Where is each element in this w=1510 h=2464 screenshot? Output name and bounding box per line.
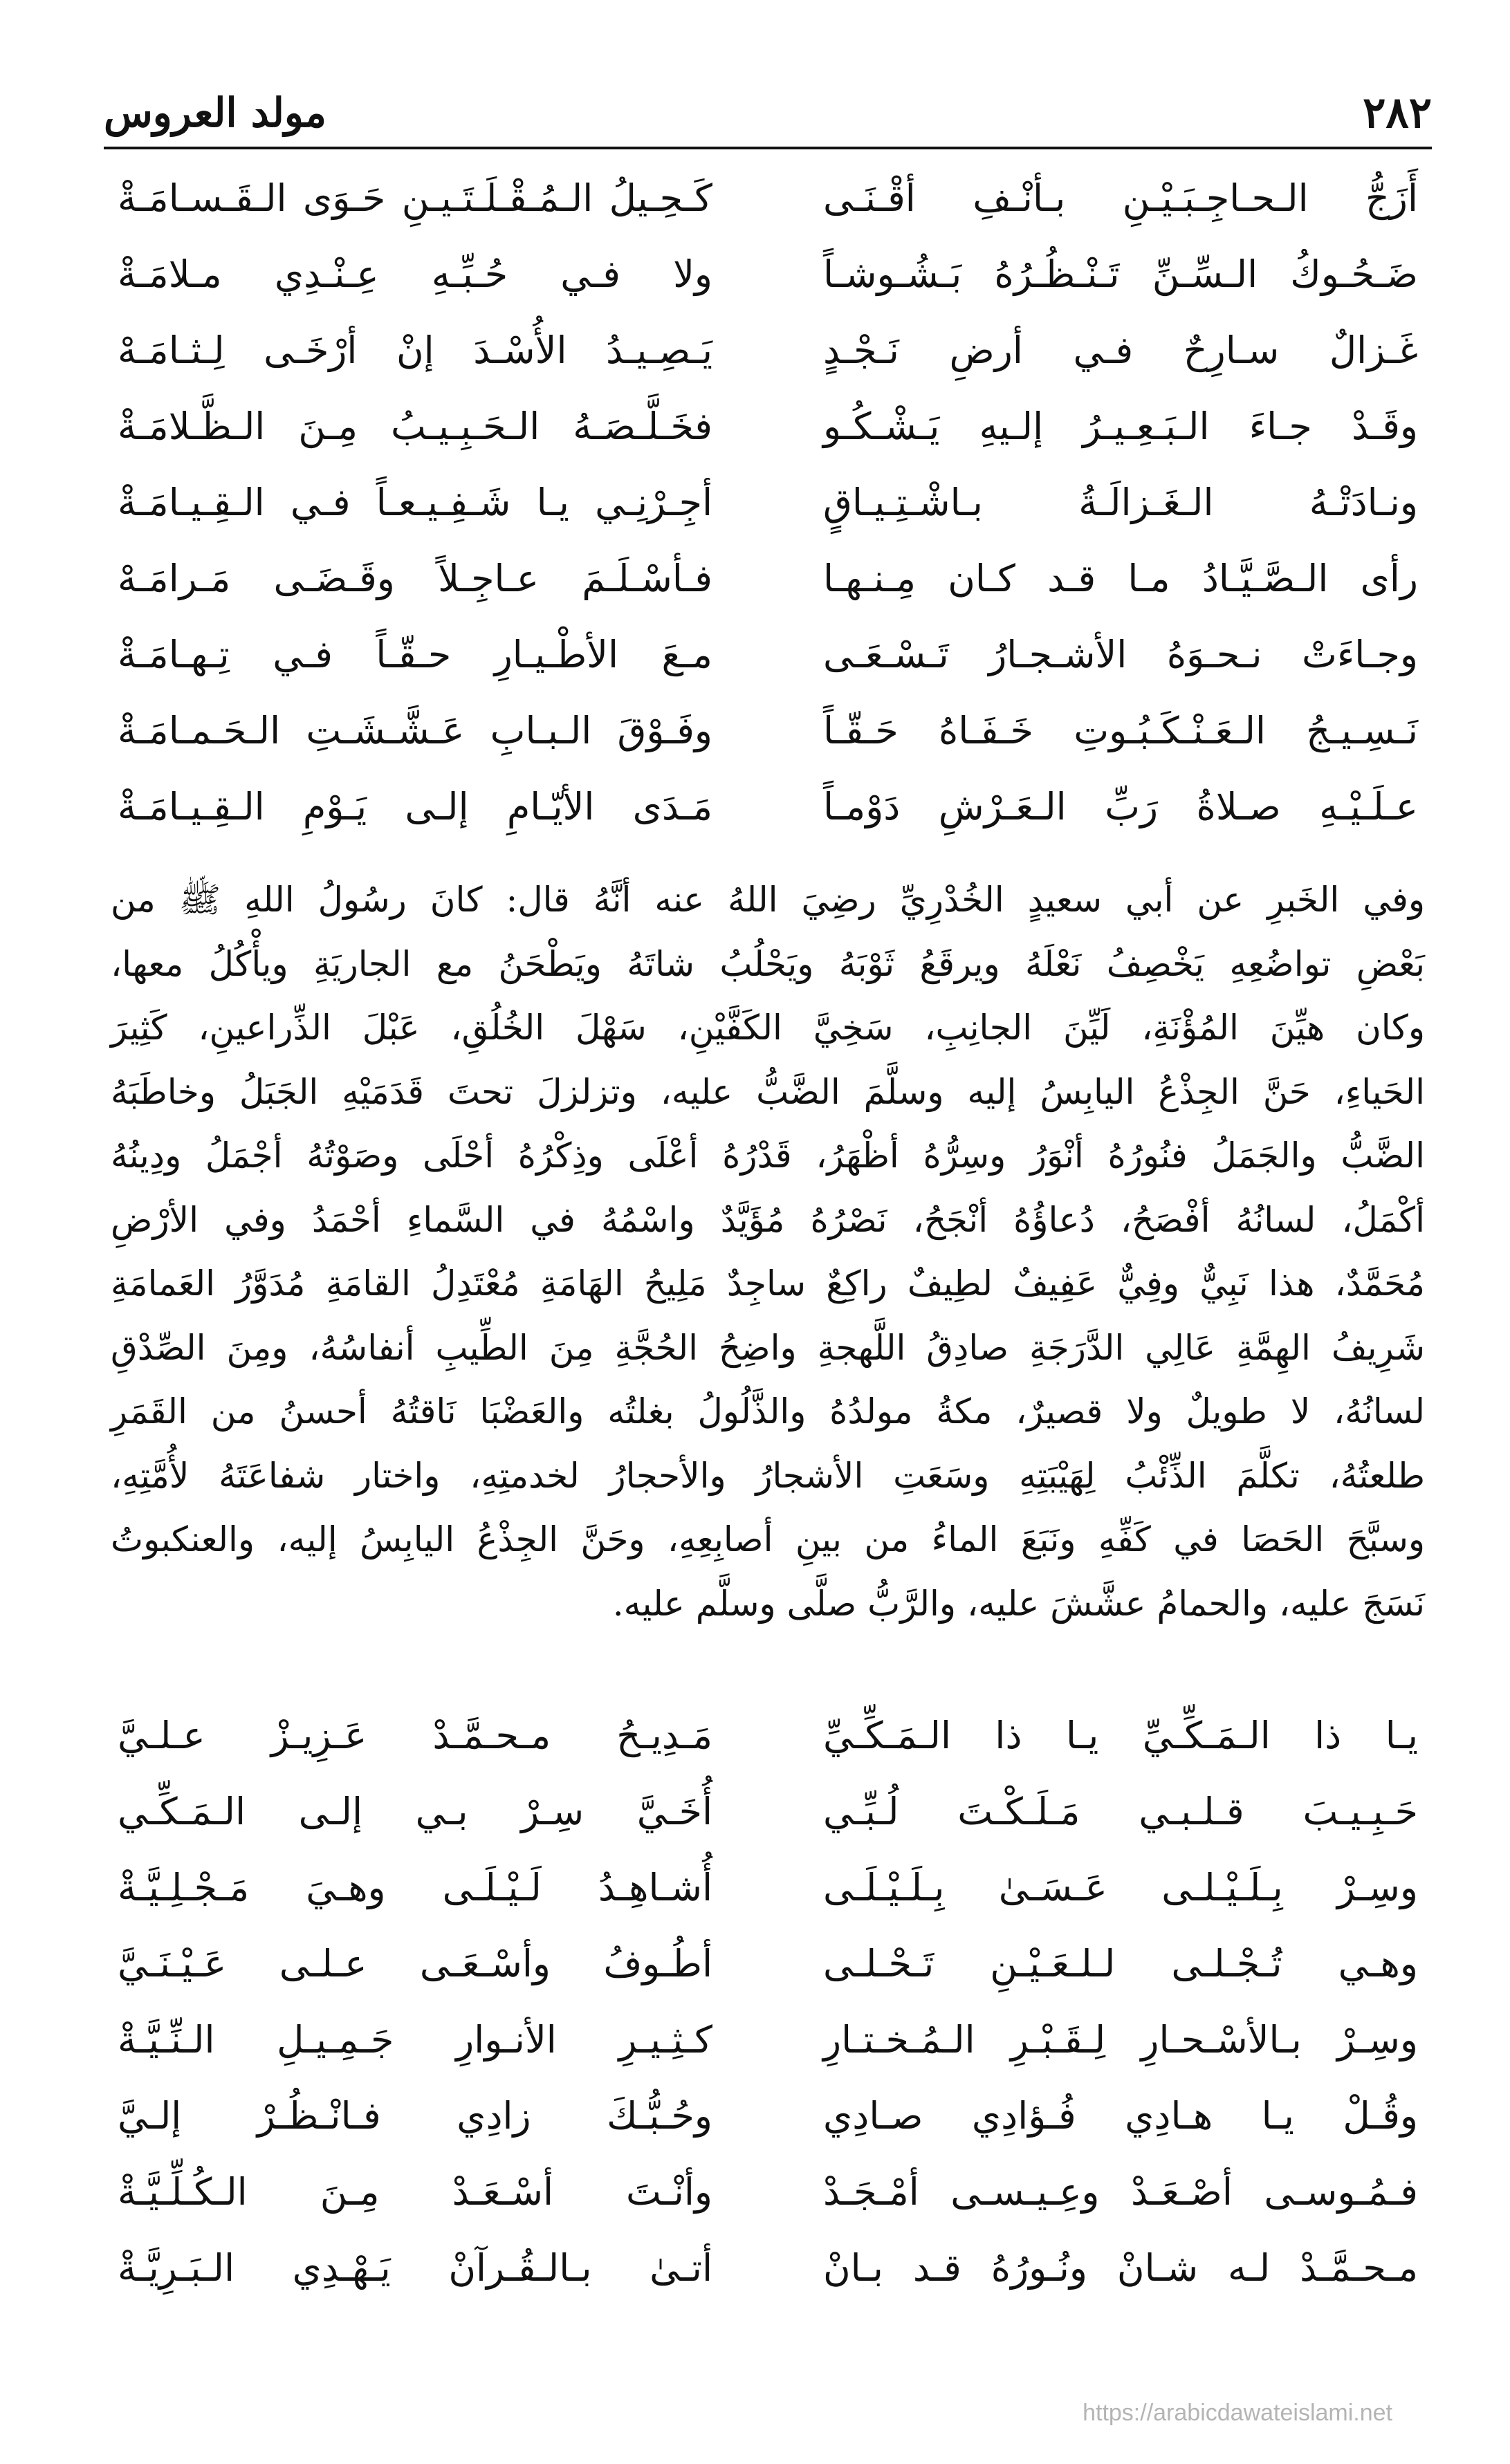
verse-first-hemistich: غَـزالٌ سـارِحٌ فـي أرضِ نَـجْـدٍ — [823, 328, 1418, 372]
prose-line: وفي الخَبرِ عن أبي سعيدٍ الخُدْرِيِّ رضِيَ اللهُ عنه أنَّهُ قال: كانَ رسُولُ اللهِ ﷺ من — [111, 880, 1425, 920]
prose-line: شَرِيفُ الهِمَّةِ عَالِي الدَّرَجَةِ صادِقُ اللَّهجةِ واضِحُ الحُجَّةِ مِنَ الطِّيبِ أنفاسُهُ، ومِنَ الصِّدْقِ — [111, 1327, 1425, 1368]
verse-line — [118, 313, 1418, 389]
verse-line — [118, 541, 1418, 617]
verse-second-hemistich: ولا فـي حُـبِّـهِ عِـنْـدِي مـلامَـةْ — [118, 252, 712, 296]
verse-second-hemistich: كَـحِـيلُ الـمُـقْـلَـتَـيـنِ حَـوَى الـقَـسـامَـةْ — [118, 176, 712, 220]
verse-first-hemistich: نَـسِـيـجُ الـعَـنْـكَـبُـوتِ خَـفَـاهُ حَـقّـاً — [823, 709, 1418, 752]
prose-line: نَسَجَ عليه، والحمامُ عشَّشَ عليه، والرَّبُّ صلَّى وسلَّم عليه. — [612, 1583, 1425, 1624]
verse-second-hemistich: مـعَ الأطْـيـارِ حـقّـاً فـي تِـهـامَـةْ — [118, 633, 712, 676]
verse-second-hemistich: كـثِـيـرِ الأنـوارِ جَـمِـيـلِ الـنِّـيَّـةْ — [118, 2018, 712, 2062]
verse-first-hemistich: أَزَجُّ الـحـاجِـبَـيْـنِ بـأنْـفِ أقْـنَـى — [823, 176, 1418, 220]
verse-line — [118, 2230, 1418, 2306]
verse-second-hemistich: يَـصِـيـدُ الأُسْـدَ إنْ أرْخَـى لِـثـامَـهْ — [118, 328, 712, 372]
prose-line: الحَياءِ، حَنَّ الجِذْعُ اليابِسُ إليه وسلَّمَ الضَّبُّ عليه، وتزلزلَ تحتَ قَدَمَيْهِ الجَبَلُ وخاطَبَهُ — [111, 1071, 1425, 1112]
verse-second-hemistich: أُشـاهِـدُ لَـيْـلَـى وهـيَ مَـجْـلِـيَّـةْ — [118, 1866, 712, 1909]
prose-line: الضَّبُّ والجَمَلُ فنُورُهُ أنْوَرُ وسِرُّهُ أظْهَرُ، قَدْرُهُ أعْلَى وذِكْرُهُ أحْلَى وصَوْتُهُ أجْمَلُ ودِينُهُ — [111, 1136, 1425, 1176]
verse-line — [118, 2154, 1418, 2230]
prose-line: طلعتُهُ، تكلَّمَ الذِّئْبُ لِهَيْبَتِهِ وسَعَتِ الأشجارُ والأحجارُ لخدمتِهِ، واختار شفاعَتَهُ لأُمَّتِهِ، — [111, 1455, 1425, 1496]
prose-line: وكان هيِّنَ المُؤْنَةِ، لَيِّنَ الجانِبِ، سَخِيَّ الكَفَّيْنِ، سَهْلَ الخُلُقِ، عَبْلَ الذِّراعينِ، كَثِيرَ — [111, 1008, 1425, 1048]
verse-first-hemistich: وقُـلْ يـا هـادِي فُـؤادِي صـادِي — [823, 2094, 1418, 2138]
verse-line — [118, 1926, 1418, 2002]
prose-line: بَعْضِ تواضُعِهِ يَخْصِفُ نَعْلَهُ ويرقَعُ ثَوْبَهُ ويَحْلُبُ شاتَهُ ويَطْحَنُ مع الجاريَةِ ويأْكُلُ معها، — [111, 943, 1425, 984]
verse-first-hemistich: وهـي تُـجْـلـى لـلـعَـيْـنِ تَـحْـلـى — [823, 1942, 1418, 1985]
verse-line — [118, 1698, 1418, 1774]
verse-second-hemistich: أُخَـيَّ سِـرْ بـي إلـى الـمَـكِّـي — [118, 1790, 712, 1833]
verse-line — [118, 769, 1418, 845]
verse-line — [118, 389, 1418, 465]
prose-line: وسبَّحَ الحَصَا في كَفِّهِ ونَبَعَ الماءُ من بينِ أصابِعِهِ، وحَنَّ الجِذْعُ اليابِسُ إليه، والعنكبوتُ — [111, 1519, 1425, 1559]
verse-line — [118, 1850, 1418, 1926]
verse-second-hemistich: فـأسْـلَـمَ عـاجِـلاً وقَـضَـى مَـرامَـهْ — [118, 557, 712, 600]
prose-line: أكْمَلُ، لسانُهُ أفْصَحُ، دُعاؤُهُ أنْجَحُ، نَصْرُهُ مُؤَيَّدٌ واسْمُهُ في السَّماءِ أحْمَدُ وفي الأرْضِ — [111, 1199, 1425, 1240]
verse-first-hemistich: وجـاءَتْ نـحـوَهُ الأشـجـارُ تَـسْـعَـى — [823, 633, 1418, 676]
verse-first-hemistich: حَـبِـيـبَ قـلـبـي مَـلَـكْـتَ لُـبِّـي — [823, 1790, 1418, 1833]
verse-first-hemistich: وقَـدْ جـاءَ الـبَـعِـيـرُ إلـيهِ يَـشْـكُـو — [823, 405, 1418, 448]
verse-second-hemistich: أطُـوفُ وأسْـعَـى عـلـى عَـيْـنَـيَّ — [118, 1942, 712, 1985]
verse-second-hemistich: مَـدَى الأيّـامِ إلـى يَـوْمِ الـقِـيـامَـةْ — [118, 785, 712, 828]
verse-line — [118, 237, 1418, 313]
verse-line — [118, 2078, 1418, 2154]
verse-second-hemistich: مَـدِيـحُ مـحـمَّـدْ عَـزِيـزْ عـلـيَّ — [118, 1714, 712, 1757]
verse-second-hemistich: أجِـرْنِـي يـا شَـفِـيـعـاً فـي الـقِـيـامَـةْ — [118, 481, 712, 524]
verse-second-hemistich: وحُـبُّـكَ زادِي فـانْـظُـرْ إلـيَّ — [118, 2094, 712, 2138]
verse-first-hemistich: رأى الـصَّـيَّـادُ مـا قـد كـان مِـنـهـا — [823, 557, 1418, 600]
verse-second-hemistich: أتـىٰ بـالـقُـرآنْ يَـهْـدِي الـبَـرِيَّـةْ — [118, 2246, 712, 2290]
verse-first-hemistich: وسِـرْ بـالأسْـحـارِ لِـقَـبْـرِ الـمُـخـتـارِ — [823, 2018, 1418, 2062]
verse-first-hemistich: وسِـرْ بِـلَـيْـلـى عَـسَـىٰ بِـلَـيْـلَـى — [823, 1866, 1418, 1909]
prose-paragraph — [111, 868, 1425, 1636]
verse-line — [118, 1774, 1418, 1850]
poem-section-2 — [118, 1698, 1418, 2306]
verse-second-hemistich: فخَـلَّـصَـهُ الـحَـبِـيـبُ مِـنَ الـظَّـلامَـةْ — [118, 405, 712, 448]
prose-line: لسانُهُ، لا طويلٌ ولا قصيرٌ، مكةُ مولدُهُ والذَّلُولُ بغلتُه والعَضْبَا نَاقتُهُ أحسنُ من القَمَرِ — [111, 1391, 1425, 1432]
verse-first-hemistich: ضَـحُـوكُ الـسِّـنِّ تَـنْـظُـرُهُ بَـشُـوشـاً — [823, 252, 1418, 296]
verse-line — [118, 2002, 1418, 2078]
watermark-url: https://arabicdawateislami.net — [1083, 2400, 1392, 2426]
verse-first-hemistich: فـمُـوسـى أصْـعَـدْ وعِـيـسـى أمْـجَـدْ — [823, 2170, 1418, 2214]
verse-first-hemistich: عـلَـيْـهِ صـلاةُ رَبِّ الـعَـرْشِ دَوْمـاً — [823, 785, 1418, 828]
verse-line — [118, 693, 1418, 769]
running-title: مولد العروس — [104, 89, 326, 136]
verse-second-hemistich: وأنْـتَ أسْـعَـدْ مِـنَ الـكُـلِّـيَّـةْ — [118, 2170, 712, 2214]
verse-first-hemistich: مـحـمَّـدْ لـه شـانْ ونُـورُهُ قـد بـانْ — [823, 2246, 1418, 2290]
poem-section-1 — [118, 160, 1418, 845]
page-number: ٢٨٢ — [1363, 87, 1432, 138]
page-header — [104, 82, 1432, 144]
verse-line — [118, 160, 1418, 237]
prose-line: مُحَمَّدٌ، هذا نَبِيٌّ وفِيٌّ عَفِيفٌ لطِيفٌ راكِعٌ ساجِدٌ مَلِيحُ الهَامَةِ مُعْتَدِلُ القامَةِ مُدَوَّرُ العَمامَةِ — [111, 1263, 1425, 1304]
verse-line — [118, 465, 1418, 541]
verse-second-hemistich: وفَـوْقَ الـبـابِ عَـشَّـشَـتِ الـحَـمـامَـةْ — [118, 709, 712, 752]
header-rule — [104, 147, 1432, 149]
verse-first-hemistich: ونـادَتْـهُ الـغَـزالَـةُ بـاشْـتِـيـاقٍ — [823, 481, 1418, 524]
verse-line — [118, 617, 1418, 693]
verse-first-hemistich: يـا ذا الـمَـكِّـيِّ يـا ذا الـمَـكِّـيِّ — [823, 1714, 1418, 1757]
